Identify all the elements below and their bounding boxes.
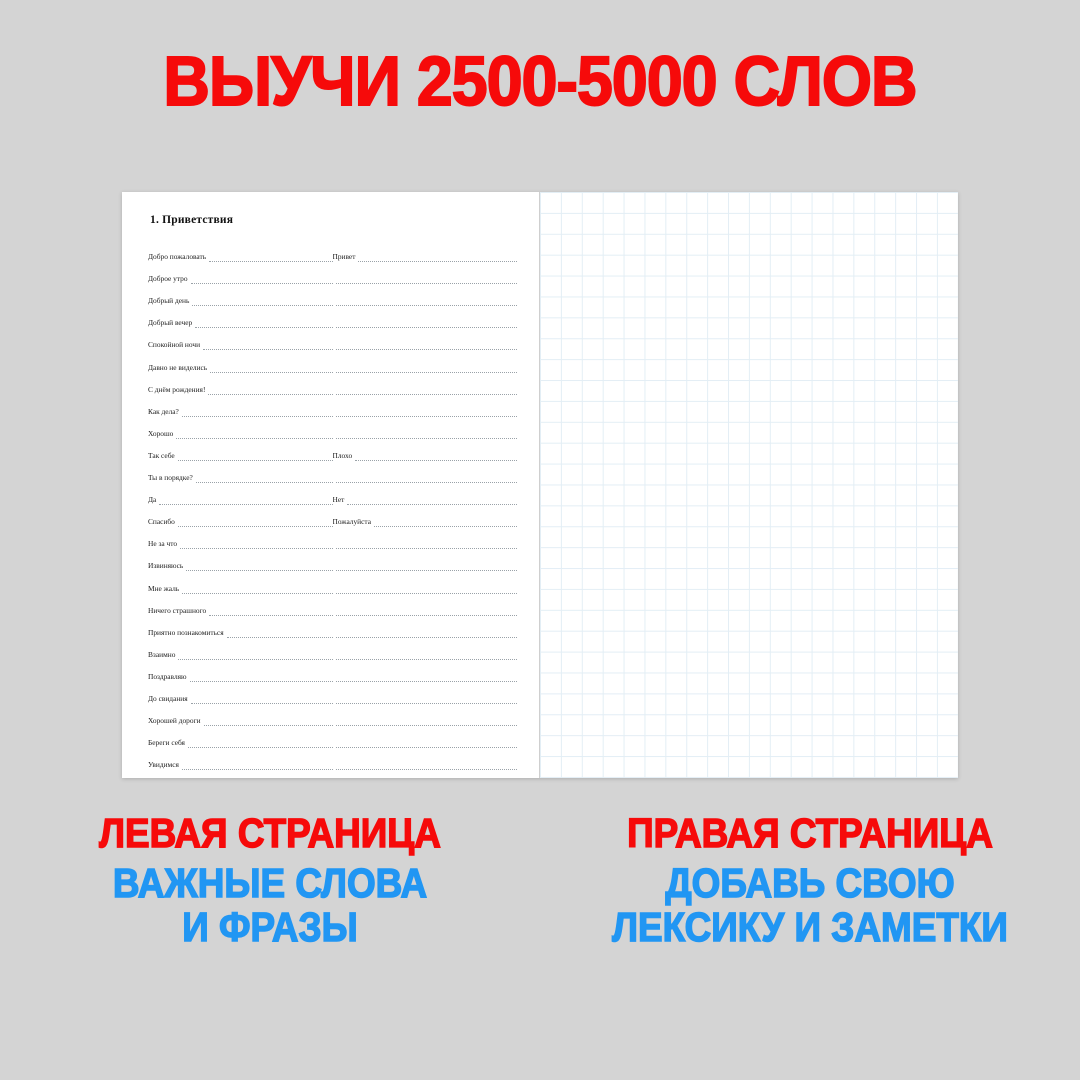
word-label: Нет (332, 495, 345, 505)
word-entry-right (333, 652, 518, 660)
word-entry-right (333, 718, 518, 726)
word-entry-left (148, 318, 333, 328)
answer-blank-line[interactable] (336, 718, 518, 726)
word-label: Взаимно (148, 649, 176, 659)
answer-blank-line[interactable] (209, 608, 332, 616)
answer-blank-line[interactable] (182, 586, 332, 594)
word-entry-left (148, 694, 333, 704)
notebook-left-page (122, 192, 540, 778)
answer-blank-line[interactable] (336, 696, 518, 704)
word-entry-left (148, 451, 333, 461)
word-entry-right (333, 320, 518, 328)
word-entry-left (148, 650, 333, 660)
answer-blank-line[interactable] (336, 298, 518, 306)
word-row (148, 439, 517, 461)
word-label: Мне жаль (148, 583, 180, 593)
word-entry-right (333, 563, 518, 571)
answer-blank-line[interactable] (204, 718, 333, 726)
word-row (148, 682, 517, 704)
word-label: Привет (332, 252, 356, 262)
word-label: Хорошей дороги (148, 716, 201, 726)
word-label: Добрый вечер (148, 318, 193, 328)
word-row (148, 395, 517, 417)
answer-blank-line[interactable] (210, 365, 332, 373)
answer-blank-line[interactable] (355, 453, 517, 461)
word-entry-right (333, 696, 518, 704)
word-label: Хорошо (148, 428, 174, 438)
word-row (148, 461, 517, 483)
answer-blank-line[interactable] (336, 431, 518, 439)
answer-blank-line[interactable] (178, 519, 333, 527)
word-row (148, 748, 517, 770)
word-label: Так себе (148, 450, 175, 460)
answer-blank-line[interactable] (374, 519, 517, 527)
word-label: Как дела? (148, 406, 179, 416)
word-label: Извиняюсь (148, 561, 184, 571)
word-entry-left (148, 672, 333, 682)
answer-blank-line[interactable] (209, 254, 332, 262)
word-row (148, 549, 517, 571)
caption-left-head: ЛЕВАЯ СТРАНИЦА (99, 810, 441, 856)
caption-left (0, 812, 540, 949)
word-entry-left (148, 252, 333, 262)
word-label: Ничего страшного (148, 605, 207, 615)
word-entry-right (333, 431, 518, 439)
word-entry-right (333, 674, 518, 682)
answer-blank-line[interactable] (336, 409, 518, 417)
word-label: Береги себя (148, 738, 185, 748)
word-row (148, 638, 517, 660)
word-entry-right (333, 342, 518, 350)
word-entry-left (148, 385, 333, 395)
answer-blank-line[interactable] (336, 652, 518, 660)
answer-blank-line[interactable] (336, 630, 518, 638)
word-label: Давно не виделись (148, 362, 208, 372)
word-entry-left (148, 274, 333, 284)
answer-blank-line[interactable] (347, 497, 517, 505)
answer-blank-line[interactable] (182, 762, 333, 770)
word-entry-left (148, 473, 333, 483)
caption-right-sub-line2: ЛЕКСИКУ И ЗАМЕТКИ (612, 903, 1008, 950)
word-entry-left (148, 584, 333, 594)
answer-blank-line[interactable] (191, 276, 333, 284)
word-entry-left (148, 760, 333, 770)
caption-right-sub-line1: ДОБАВЬ СВОЮ (665, 860, 955, 907)
word-entry-right (333, 630, 518, 638)
answer-blank-line[interactable] (192, 298, 332, 306)
word-entry-right (333, 298, 518, 306)
answer-blank-line[interactable] (203, 342, 332, 350)
word-entry-left (148, 429, 333, 439)
word-label: Спасибо (148, 517, 175, 527)
answer-blank-line[interactable] (336, 740, 518, 748)
word-entry-right (333, 586, 518, 594)
answer-blank-line[interactable] (159, 497, 332, 505)
word-row (148, 373, 517, 395)
word-entry-left (148, 340, 333, 350)
word-entry-left (148, 561, 333, 571)
word-row (148, 240, 517, 262)
word-row (148, 660, 517, 682)
word-entry-right (333, 495, 518, 505)
word-row (148, 616, 517, 638)
notebook-right-page-grid (540, 192, 958, 778)
word-row (148, 527, 517, 549)
answer-blank-line[interactable] (188, 740, 333, 748)
word-label: Приятно познакомиться (148, 627, 224, 637)
word-row (148, 505, 517, 527)
word-row (148, 350, 517, 372)
word-entry-right (333, 762, 518, 770)
word-entry-right (333, 409, 518, 417)
word-entry-right (333, 276, 518, 284)
answer-blank-line[interactable] (336, 541, 518, 549)
answer-blank-line[interactable] (336, 342, 518, 350)
answer-blank-line[interactable] (195, 320, 332, 328)
caption-left-sub-line2: И ФРАЗЫ (182, 903, 358, 950)
answer-blank-line[interactable] (208, 387, 332, 395)
answer-blank-line[interactable] (191, 696, 333, 704)
answer-blank-line[interactable] (182, 409, 333, 417)
word-row (148, 328, 517, 350)
answer-blank-line[interactable] (227, 630, 333, 638)
answer-blank-line[interactable] (190, 674, 333, 682)
page-title: ВЫУЧИ 2500-5000 СЛОВ (163, 42, 917, 120)
caption-left-sub-line1: ВАЖНЫЕ СЛОВА (112, 860, 428, 907)
answer-blank-line[interactable] (358, 254, 517, 262)
word-entry-left (148, 716, 333, 726)
answer-blank-line[interactable] (336, 387, 518, 395)
word-entry-left (148, 738, 333, 748)
word-label: Спокойной ночи (148, 340, 201, 350)
answer-blank-line[interactable] (336, 762, 518, 770)
word-entry-right (333, 740, 518, 748)
word-row (148, 284, 517, 306)
word-entry-right (333, 252, 518, 262)
word-row (148, 704, 517, 726)
word-entry-left (148, 407, 333, 417)
answer-blank-line[interactable] (336, 475, 518, 483)
word-entry-right (333, 541, 518, 549)
answer-blank-line[interactable] (178, 453, 333, 461)
word-label: Добро пожаловать (148, 252, 207, 262)
answer-blank-line[interactable] (178, 652, 332, 660)
word-entry-left (148, 517, 333, 527)
section-title: 1. Приветствия (150, 214, 234, 226)
answer-blank-line[interactable] (196, 475, 333, 483)
word-row (148, 417, 517, 439)
word-entry-left (148, 628, 333, 638)
answer-blank-line[interactable] (336, 586, 518, 594)
word-row (148, 594, 517, 616)
word-entry-left (148, 539, 333, 549)
word-row (148, 726, 517, 748)
word-entry-right (333, 387, 518, 395)
word-entry-left (148, 363, 333, 373)
word-entry-left (148, 495, 333, 505)
word-label: Добрый день (148, 296, 190, 306)
word-list (148, 240, 517, 770)
word-entry-right (333, 517, 518, 527)
word-entry-right (333, 365, 518, 373)
word-entry-left (148, 606, 333, 616)
word-label: Не за что (148, 539, 178, 549)
answer-blank-line[interactable] (336, 674, 518, 682)
word-label: До свидания (148, 693, 188, 703)
word-label: Да (148, 495, 157, 505)
word-entry-right (333, 608, 518, 616)
answer-blank-line[interactable] (336, 563, 518, 571)
word-row (148, 571, 517, 593)
answer-blank-line[interactable] (336, 320, 518, 328)
word-label: С днём рождения! (148, 384, 206, 394)
word-row (148, 483, 517, 505)
answer-blank-line[interactable] (336, 365, 518, 373)
word-row (148, 262, 517, 284)
word-label: Пожалуйста (332, 517, 372, 527)
word-entry-right (333, 451, 518, 461)
caption-row (0, 812, 1080, 949)
word-entry-left (148, 296, 333, 306)
word-label: Увидимся (148, 760, 179, 770)
answer-blank-line[interactable] (186, 563, 332, 571)
word-label: Ты в порядке? (148, 473, 193, 483)
word-label: Поздравляю (148, 671, 187, 681)
word-label: Доброе утро (148, 274, 188, 284)
caption-right (540, 812, 1080, 949)
notebook-spread (122, 192, 958, 778)
answer-blank-line[interactable] (180, 541, 332, 549)
answer-blank-line[interactable] (176, 431, 332, 439)
answer-blank-line[interactable] (336, 276, 518, 284)
caption-right-head: ПРАВАЯ СТРАНИЦА (627, 810, 993, 856)
word-row (148, 306, 517, 328)
word-label: Плохо (332, 450, 353, 460)
answer-blank-line[interactable] (336, 608, 518, 616)
word-entry-right (333, 475, 518, 483)
